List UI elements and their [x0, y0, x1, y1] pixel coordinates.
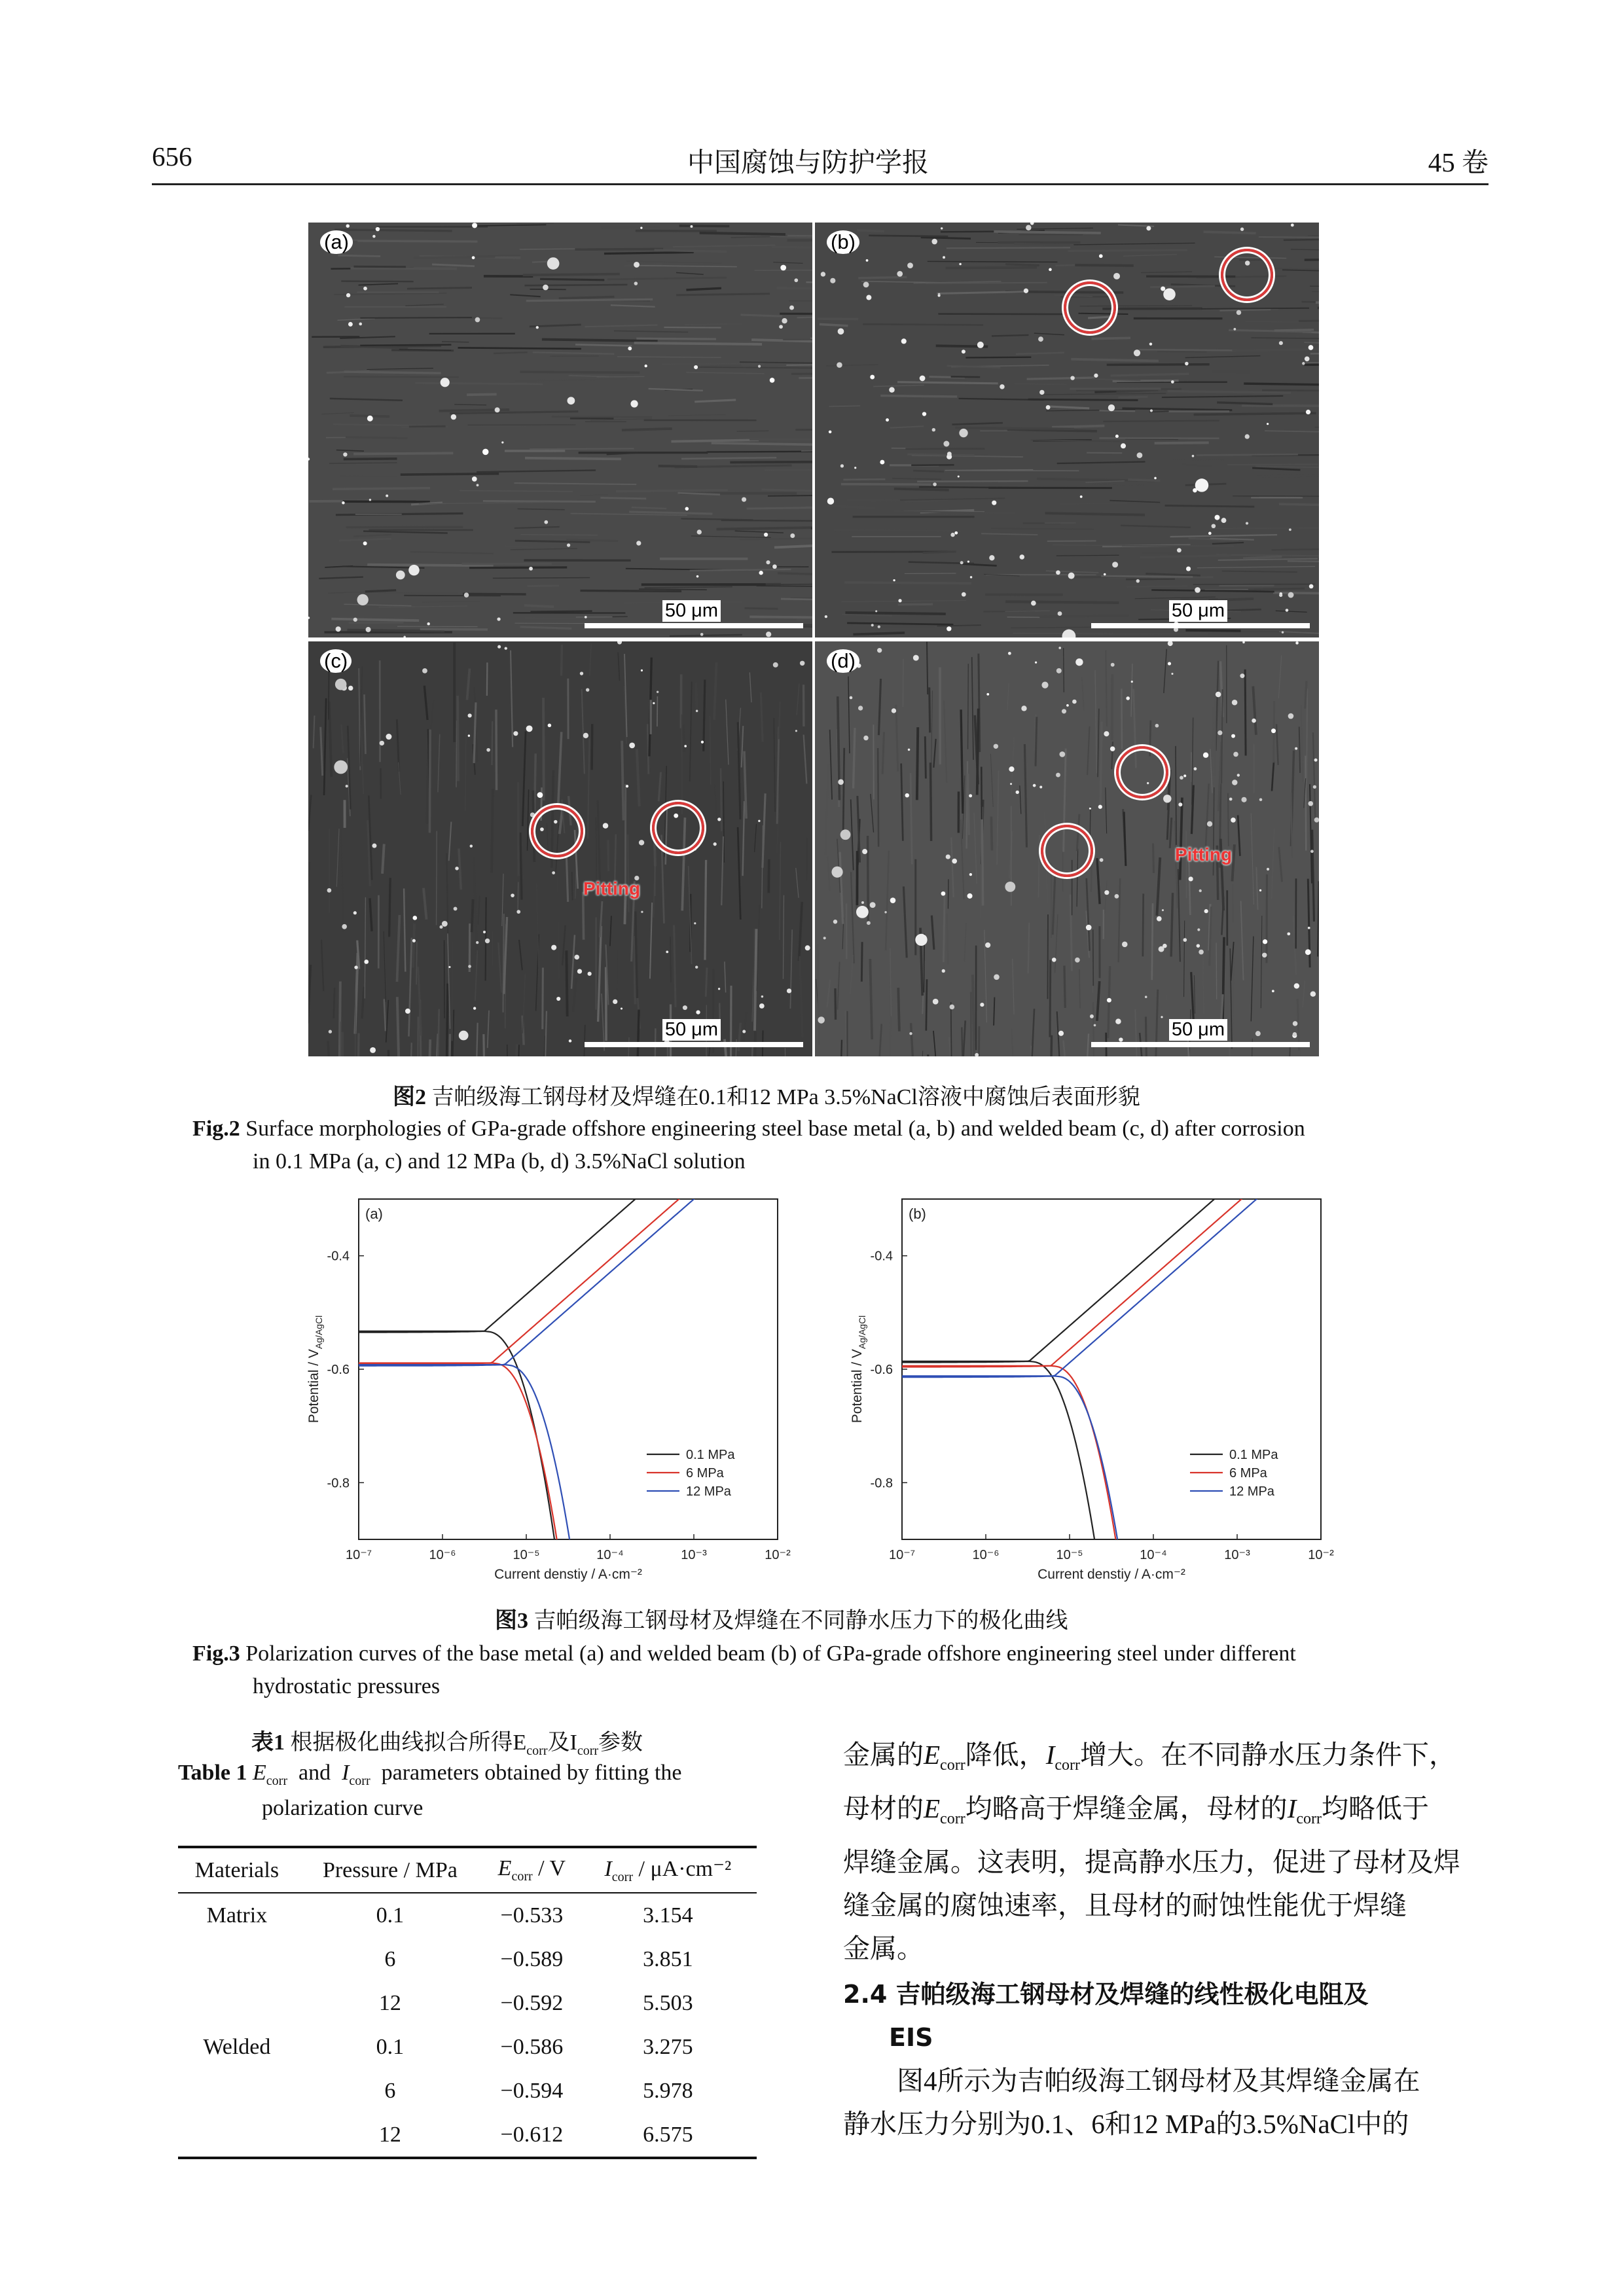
- table1-label-cn: 表1: [251, 1731, 285, 1755]
- cell: Matrix: [206, 1903, 268, 1928]
- table1-title-cn-text: 根据极化曲线拟合所得E: [290, 1731, 527, 1755]
- col-materials: Materials: [194, 1857, 280, 1882]
- panel-label: (a): [320, 230, 353, 254]
- text: 金属的: [843, 1740, 924, 1770]
- panel-label: (d): [827, 649, 859, 673]
- i-symbol: I: [1045, 1740, 1055, 1770]
- y-tick-label: -0.8: [870, 1476, 893, 1491]
- sem-panel-b: [815, 223, 1319, 637]
- cell: 6.575: [643, 2122, 693, 2147]
- sub-corr: corr: [940, 1810, 965, 1828]
- ecorr-unit: / V: [532, 1856, 566, 1881]
- x-tick-label: 10⁻⁶: [429, 1548, 456, 1562]
- sub-corr: corr: [266, 1773, 287, 1788]
- fig3-caption-en-line1: Polarization curves of the base metal (a) and welded beam (b) of GPa-grade offshore engineering steel under different: [245, 1641, 1296, 1666]
- sub-corr: corr: [577, 1743, 599, 1758]
- fig2-caption-cn-label: 图2: [393, 1085, 426, 1109]
- x-tick-label: 10⁻⁶: [972, 1548, 1000, 1562]
- body-line: [843, 1787, 1491, 1840]
- fig2-caption-en-label: Fig.2: [192, 1117, 240, 1141]
- body-line: 图4所示为吉帕级海工钢母材及其焊缝金属在: [897, 2066, 1420, 2096]
- cathodic-branch-01MPa: [902, 1361, 1094, 1541]
- panel-label: (b): [827, 230, 859, 254]
- panel-label: (c): [320, 649, 352, 673]
- col-ecorr: [484, 1847, 579, 1893]
- x-axis-label: Current denstiy / A·cm⁻²: [494, 1567, 642, 1582]
- y-tick-label: -0.8: [327, 1476, 350, 1491]
- cell: −0.612: [500, 2122, 564, 2147]
- scale-bar-label: 50 μm: [1169, 1019, 1227, 1041]
- fig3-caption-cn-label: 图3: [495, 1609, 528, 1633]
- table1-label-en: Table 1: [178, 1761, 247, 1785]
- table1-i: I: [342, 1761, 350, 1785]
- fig2-caption-en-line1: Surface morphologies of GPa-grade offshore engineering steel base metal (a, b) and welded beam (c, d) after corrosion: [245, 1117, 1305, 1141]
- e-symbol: E: [497, 1856, 512, 1881]
- table1: [178, 1846, 757, 2159]
- cathodic-branch-12MPa: [902, 1376, 1118, 1541]
- table-row: [178, 2025, 757, 2069]
- y-tick-label: -0.4: [870, 1249, 893, 1264]
- pit-circle: [1221, 249, 1273, 301]
- cell: 0.1: [376, 1903, 405, 1928]
- fig3-caption-en-line2: hydrostatic pressures: [253, 1674, 441, 1698]
- x-axis-label: Current denstiy / A·cm⁻²: [1038, 1567, 1185, 1582]
- table1-title-en-rest: parameters obtained by fitting the: [381, 1761, 682, 1785]
- anodic-branch-6MPa: [359, 1191, 778, 1363]
- y-axis-label: Potential / $V_{Ag/AgCl}$: [850, 1315, 867, 1424]
- cell: 6: [384, 2078, 396, 2103]
- scale-bar: [585, 1042, 803, 1047]
- sem-texture: [308, 223, 812, 637]
- scale-bar-label: 50 μm: [1169, 600, 1227, 622]
- cell: 12: [378, 2122, 401, 2147]
- sem-panel-d: [815, 641, 1319, 1056]
- cathodic-branch-6MPa: [902, 1366, 1115, 1539]
- x-tick-label: 10⁻³: [1224, 1548, 1250, 1562]
- x-tick-label: 10⁻⁵: [1056, 1548, 1083, 1562]
- table1-e: E: [253, 1761, 266, 1785]
- fig3-caption-cn-text: 吉帕级海工钢母材及焊缝在不同静水压力下的极化曲线: [533, 1609, 1068, 1633]
- col-pressure: Pressure / MPa: [322, 1857, 458, 1882]
- pit-circle: [531, 805, 583, 857]
- y-tick-label: -0.6: [870, 1363, 893, 1377]
- table-row: [178, 1981, 757, 2025]
- body-line: 静水压力分别为0.1、6和12 MPa的3.5%NaCl中的: [843, 2109, 1409, 2140]
- scale-bar: [1091, 623, 1310, 628]
- pit-circle: [652, 802, 704, 854]
- text: 均略高于焊缝金属，母材的: [965, 1793, 1288, 1824]
- fig3-chart-a: [301, 1191, 799, 1600]
- pit-circle: [1064, 281, 1116, 334]
- anodic-branch-01MPa: [902, 1191, 1321, 1361]
- sub-corr: corr: [1296, 1810, 1322, 1828]
- i-symbol: I: [1287, 1793, 1297, 1824]
- x-tick-label: 10⁻³: [681, 1548, 707, 1562]
- table1-title-en: [178, 1761, 681, 1789]
- volume-label: 45 卷: [1428, 147, 1489, 177]
- fig2-caption-cn-text: 吉帕级海工钢母材及焊缝在0.1和12 MPa 3.5%NaCl溶液中腐蚀后表面形貌: [431, 1085, 1140, 1109]
- legend-label: 0.1 MPa: [686, 1448, 735, 1462]
- x-tick-label: 10⁻⁷: [345, 1548, 372, 1562]
- body-line: 焊缝金属。这表明，提高静水压力，促进了母材及焊: [843, 1847, 1460, 1878]
- cell: −0.594: [500, 2078, 564, 2103]
- table1-title-cn-end: 参数: [598, 1731, 643, 1755]
- cell: 0.1: [376, 2034, 405, 2059]
- legend-label: 12 MPa: [686, 1484, 731, 1499]
- legend-label: 6 MPa: [1229, 1466, 1267, 1480]
- table-row: [178, 2069, 757, 2113]
- cell: −0.592: [500, 1990, 564, 2015]
- cell: [178, 2069, 296, 2113]
- x-tick-label: 10⁻⁴: [596, 1548, 624, 1562]
- e-symbol: E: [924, 1740, 941, 1770]
- cell: 5.978: [643, 2078, 693, 2103]
- cell: [178, 2113, 296, 2158]
- table-row: [178, 1893, 757, 1937]
- cell: [178, 1981, 296, 2025]
- legend-label: 12 MPa: [1229, 1484, 1274, 1499]
- fig3-caption-en-label: Fig.3: [192, 1641, 240, 1666]
- cathodic-branch-12MPa: [359, 1365, 570, 1544]
- x-tick-label: 10⁻⁷: [888, 1548, 916, 1562]
- sub-corr: corr: [940, 1757, 965, 1774]
- sem-panel-c: [308, 641, 812, 1056]
- table1-title-cn-mid: 及I: [547, 1731, 577, 1755]
- y-axis-label-sub: Ag/AgCl: [314, 1315, 324, 1350]
- sub-corr: corr: [526, 1743, 548, 1758]
- section-heading: [843, 1973, 1491, 2059]
- table1-and: and: [298, 1761, 331, 1785]
- cell: −0.589: [500, 1946, 564, 1971]
- x-tick-label: 10⁻⁴: [1140, 1548, 1167, 1562]
- pit-circle: [1116, 746, 1168, 798]
- journal-title: 中国腐蚀与防护学报: [687, 147, 929, 177]
- y-axis-label: Potential / $V_{Ag/AgCl}$: [306, 1315, 324, 1424]
- table-row: [178, 2113, 757, 2158]
- anodic-branch-12MPa: [902, 1191, 1321, 1376]
- panel-label: (b): [909, 1206, 926, 1222]
- fig2-caption-en-line2: in 0.1 MPa (a, c) and 12 MPa (b, d) 3.5%NaCl solution: [253, 1149, 746, 1174]
- section-heading-line1: 2.4 吉帕级海工钢母材及焊缝的线性极化电阻及: [843, 1980, 1369, 2009]
- sub-corr: corr: [511, 1869, 533, 1884]
- fig2-caption-en: [192, 1117, 1305, 1141]
- scale-bar-label: 50 μm: [662, 1019, 721, 1041]
- y-tick-label: -0.6: [327, 1363, 350, 1377]
- cell: 5.503: [643, 1990, 693, 2015]
- page-number: 656: [152, 141, 192, 171]
- body-line: [843, 1733, 1491, 1787]
- table-header-row: [178, 1847, 757, 1893]
- fig3-caption-cn: [495, 1602, 1068, 1634]
- cell: 3.275: [643, 2034, 693, 2059]
- col-icorr: [579, 1847, 757, 1893]
- i-symbol: I: [604, 1857, 612, 1882]
- sub-corr: corr: [611, 1869, 633, 1884]
- anodic-branch-6MPa: [902, 1191, 1321, 1366]
- x-tick-label: 10⁻²: [765, 1548, 791, 1562]
- cell: 6: [384, 1946, 396, 1971]
- scale-bar: [1091, 1042, 1310, 1047]
- fig3-caption-en: [192, 1641, 1296, 1666]
- pitting-annotation: Pitting: [1175, 844, 1233, 865]
- sub-corr: corr: [349, 1773, 370, 1788]
- icorr-unit: / μA·cm⁻²: [633, 1857, 732, 1882]
- cell: 3.851: [643, 1946, 693, 1971]
- body-text-right: [843, 1733, 1491, 2145]
- scale-bar: [585, 623, 803, 628]
- fig3-chart-b: [844, 1191, 1342, 1600]
- table-row: [178, 1937, 757, 1981]
- sub-corr: corr: [1055, 1757, 1080, 1774]
- polarization-chart-b: [844, 1191, 1342, 1597]
- e-symbol: E: [924, 1793, 941, 1824]
- text: 降低，: [965, 1740, 1046, 1770]
- legend-label: 0.1 MPa: [1229, 1448, 1278, 1462]
- cell: [178, 1937, 296, 1981]
- anodic-branch-01MPa: [359, 1191, 778, 1331]
- pitting-annotation: Pitting: [583, 878, 641, 899]
- legend-label: 6 MPa: [686, 1466, 724, 1480]
- cell: Welded: [203, 2034, 271, 2059]
- table1-title-en-line2: polarization curve: [262, 1796, 424, 1820]
- y-tick-label: -0.4: [327, 1249, 350, 1264]
- cell: 3.154: [643, 1903, 693, 1928]
- anodic-branch-12MPa: [359, 1191, 778, 1365]
- section-heading-line2: EIS: [889, 2023, 933, 2053]
- y-axis-label-sub: Ag/AgCl: [857, 1315, 867, 1350]
- cell: −0.533: [500, 1903, 564, 1928]
- text: 均略低于: [1321, 1793, 1429, 1824]
- scale-bar-label: 50 μm: [662, 600, 721, 622]
- cell: −0.586: [500, 2034, 564, 2059]
- body-line: 金属。: [843, 1933, 924, 1964]
- sem-panel-a: [308, 223, 812, 637]
- text: 母材的: [843, 1793, 924, 1824]
- polarization-chart-a: [301, 1191, 799, 1597]
- cathodic-branch-6MPa: [359, 1363, 558, 1545]
- cell: 12: [378, 1990, 401, 2015]
- x-tick-label: 10⁻²: [1308, 1548, 1334, 1562]
- panel-label: (a): [365, 1206, 383, 1222]
- x-tick-label: 10⁻⁵: [513, 1548, 540, 1562]
- table1-title-cn: [251, 1724, 643, 1759]
- fig2-caption-cn: [393, 1079, 1140, 1111]
- body-line: 缝金属的腐蚀速率，且母材的耐蚀性能优于焊缝: [843, 1890, 1407, 1921]
- header-rule: [152, 183, 1489, 185]
- pit-circle: [1041, 825, 1093, 877]
- text: 增大。在不同静水压力条件下，: [1079, 1740, 1456, 1770]
